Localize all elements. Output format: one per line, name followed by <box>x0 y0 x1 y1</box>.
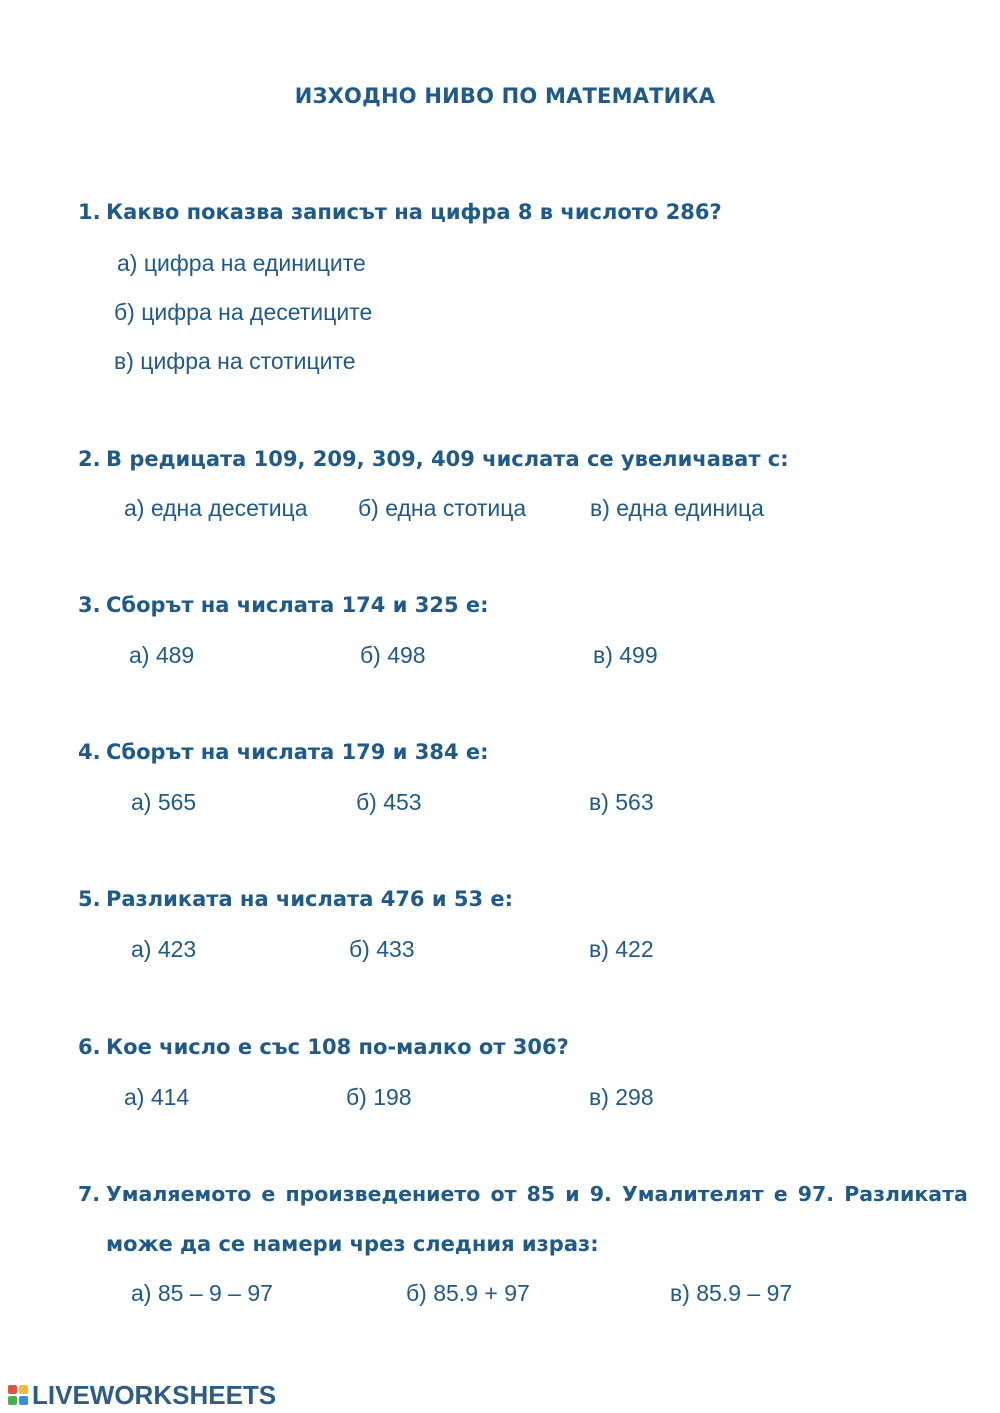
question-5 <box>78 887 513 911</box>
question-text: В редицата 109, 209, 309, 409 числата се увеличават с: <box>106 447 789 471</box>
q3-option-a[interactable]: а) 489 <box>129 642 195 668</box>
question-text: Сборът на числата 179 и 384 е: <box>106 740 489 764</box>
question-number: 1. <box>78 200 101 224</box>
q2-option-c[interactable]: в) една единица <box>590 495 764 521</box>
question-3 <box>78 593 489 617</box>
logo-square-2 <box>19 1385 28 1394</box>
question-text: Какво показва записът на цифра 8 в числото 286? <box>106 200 722 224</box>
q5-option-a[interactable]: а) 423 <box>131 936 197 962</box>
q1-option-a[interactable]: а) цифра на единиците <box>117 250 366 276</box>
q6-option-c[interactable]: в) 298 <box>589 1084 654 1110</box>
logo-square-4 <box>19 1396 28 1405</box>
question-text: Умаляемото е произведението от 85 и 9. Умалителят е 97. Разликата <box>106 1182 968 1206</box>
q4-option-b[interactable]: б) 453 <box>356 789 422 815</box>
question-text: Сборът на числата 174 и 325 е: <box>106 593 489 617</box>
q2-option-b[interactable]: б) една стотица <box>358 495 527 521</box>
question-number: 6. <box>78 1035 101 1059</box>
question-2 <box>78 447 789 471</box>
q4-option-a[interactable]: а) 565 <box>131 789 197 815</box>
q2-option-a[interactable]: а) една десетица <box>124 495 308 521</box>
page-title: ИЗХОДНО НИВО ПО МАТЕМАТИКА <box>294 84 716 108</box>
q3-option-c[interactable]: в) 499 <box>593 642 658 668</box>
q7-option-b[interactable]: б) 85.9 + 97 <box>406 1280 530 1306</box>
question-number: 3. <box>78 593 101 617</box>
q7-option-c[interactable]: в) 85.9 – 97 <box>670 1280 793 1306</box>
question-7-line-2: може да се намери чрез следния израз: <box>106 1232 599 1256</box>
footer-logo[interactable] <box>8 1380 276 1410</box>
q6-option-b[interactable]: б) 198 <box>346 1084 412 1110</box>
question-number: 7. <box>78 1182 101 1206</box>
question-text: Кое число е със 108 по-малко от 306? <box>106 1035 569 1059</box>
logo-square-1 <box>8 1385 17 1394</box>
question-number: 5. <box>78 887 101 911</box>
q6-option-a[interactable]: а) 414 <box>124 1084 190 1110</box>
q1-option-c[interactable]: в) цифра на стотиците <box>114 348 356 374</box>
logo-text: LIVEWORKSHEETS <box>32 1379 277 1410</box>
question-6 <box>78 1035 569 1059</box>
q5-option-c[interactable]: в) 422 <box>589 936 654 962</box>
question-number: 4. <box>78 740 101 764</box>
question-4 <box>78 740 489 764</box>
q4-option-c[interactable]: в) 563 <box>589 789 654 815</box>
q3-option-b[interactable]: б) 498 <box>360 642 426 668</box>
question-number: 2. <box>78 447 101 471</box>
q1-option-b[interactable]: б) цифра на десетиците <box>114 299 373 325</box>
question-1 <box>78 200 722 224</box>
q5-option-b[interactable]: б) 433 <box>349 936 415 962</box>
question-7 <box>78 1182 968 1206</box>
q7-option-a[interactable]: а) 85 – 9 – 97 <box>131 1280 273 1306</box>
liveworksheets-logo-icon <box>8 1385 28 1405</box>
question-text: Разликата на числата 476 и 53 е: <box>106 887 514 911</box>
logo-square-3 <box>8 1396 17 1405</box>
